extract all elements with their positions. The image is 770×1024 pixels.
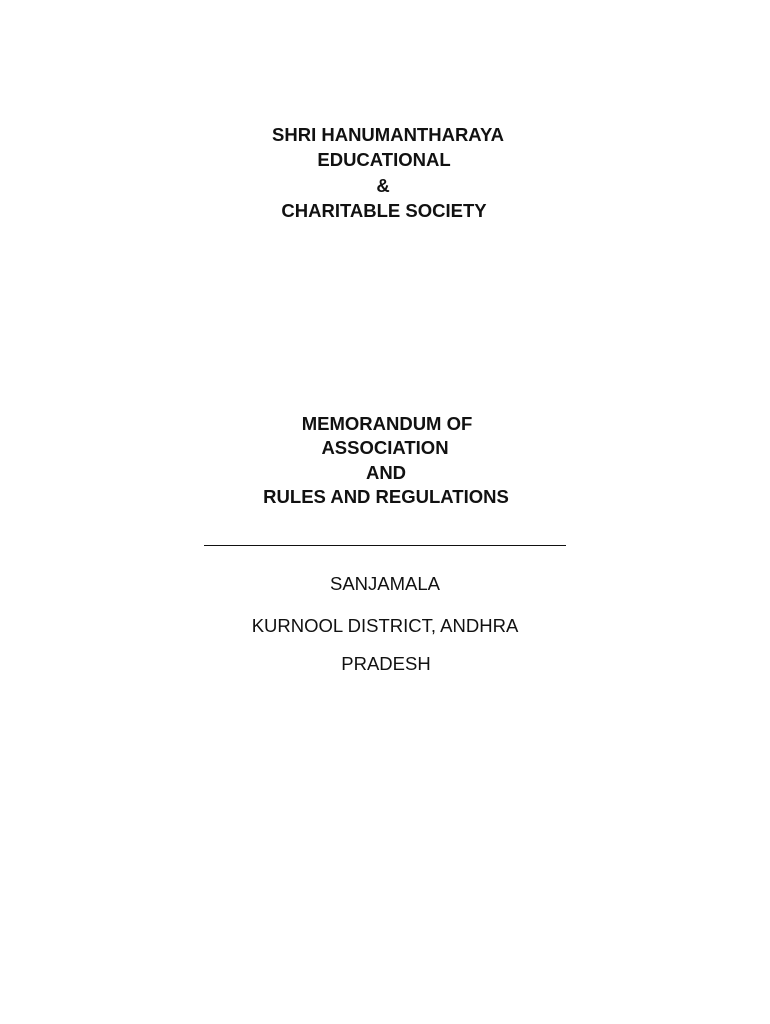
society-name-line-2: EDUCATIONAL — [317, 149, 451, 170]
document-title-line-2: ASSOCIATION — [321, 437, 449, 458]
document-title-line-1: MEMORANDUM OF — [301, 413, 473, 434]
location-line-3: PRADESH — [341, 653, 431, 674]
horizontal-rule — [204, 545, 566, 546]
location-line-2: KURNOOL DISTRICT, ANDHRA — [251, 615, 519, 636]
society-name-line-3: & — [376, 175, 390, 196]
document-title-line-4: RULES AND REGULATIONS — [263, 486, 509, 507]
location-line-1: SANJAMALA — [329, 573, 441, 594]
society-name-line-1: SHRI HANUMANTHARAYA — [272, 124, 504, 145]
society-name-line-4: CHARITABLE SOCIETY — [281, 200, 487, 221]
document-title-line-3: AND — [365, 462, 407, 483]
